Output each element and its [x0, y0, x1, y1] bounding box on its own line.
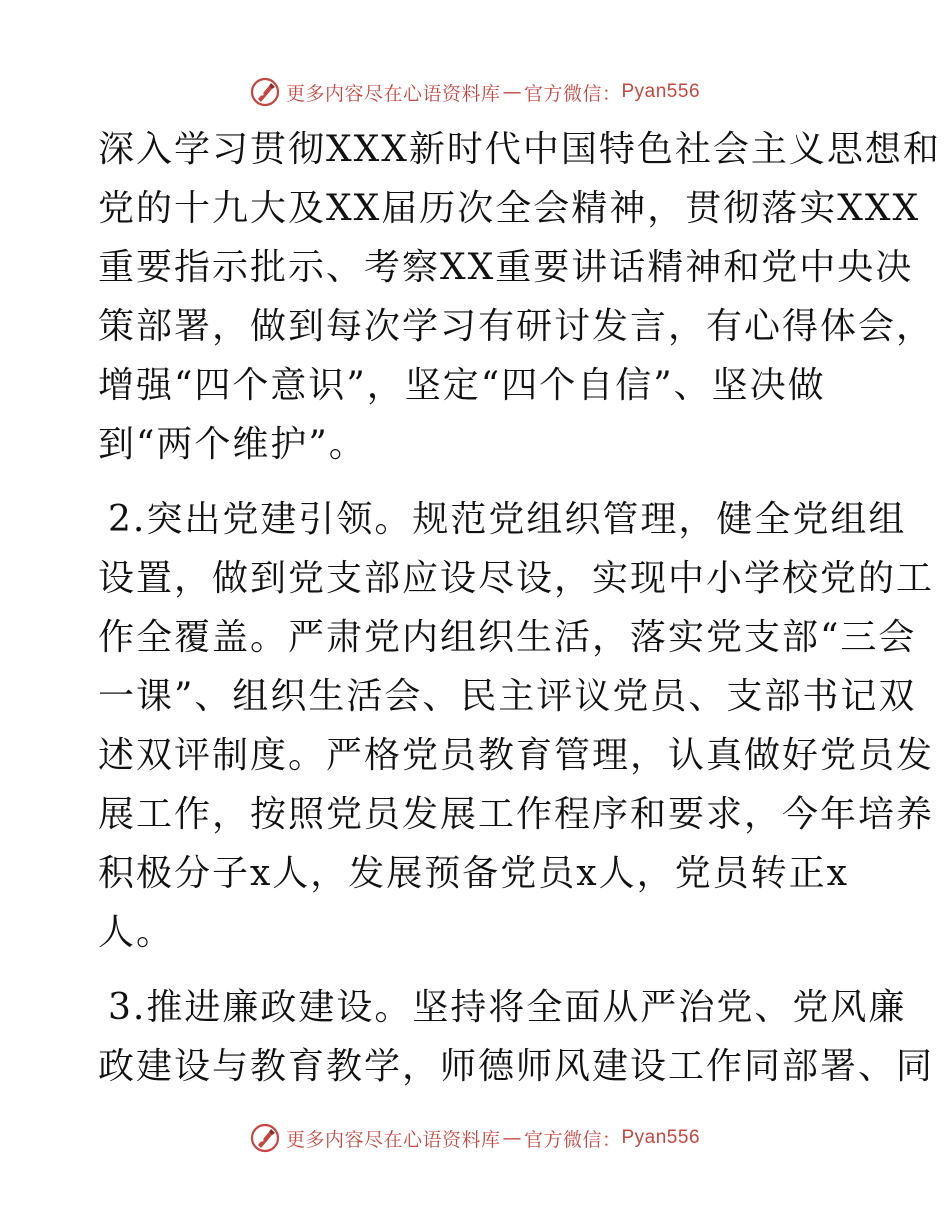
paragraph-1: [98, 120, 941, 474]
text-line: 重要指示批示、考察XX重要讲话精神和党中央决: [98, 247, 914, 288]
text-line: 到“两个维护”。: [98, 424, 367, 465]
text-line: 3.推进廉政建设。坚持将全面从严治党、党风廉: [108, 987, 907, 1028]
watermark-separator: —: [502, 81, 522, 103]
text-line: 展工作，按照党员发展工作程序和要求，今年培养: [98, 794, 935, 835]
footer-watermark: [0, 1118, 950, 1158]
text-line: 增强“四个意识”，坚定“四个自信”、坚决做: [98, 365, 826, 406]
text-line: 述双评制度。严格党员教育管理，认真做好党员发: [98, 735, 935, 776]
text-line: 一课”、组织生活会、民主评议党员、支部书记双: [98, 676, 917, 717]
watermark-site-text: 更多内容尽在心语资料库: [285, 1128, 501, 1151]
body-text: [98, 120, 941, 1096]
header-watermark: [0, 72, 950, 112]
text-line: 设置，做到党支部应设尽设，实现中小学校党的工: [98, 558, 935, 599]
text-line: 2.突出党建引领。规范党组织管理，健全党组组: [108, 499, 907, 540]
text-line: 政建设与教育教学，师德师风建设工作同部署、同: [98, 1046, 935, 1087]
watermark-wechat-id: Pyan556: [621, 81, 701, 102]
pen-logo-icon: [250, 1123, 280, 1153]
paragraph-2: [98, 490, 935, 962]
paragraph-3: [98, 978, 935, 1096]
text-line: 人。: [98, 912, 175, 953]
pen-logo-icon: [250, 77, 280, 107]
watermark-separator: —: [502, 1127, 522, 1149]
watermark-site-text: 更多内容尽在心语资料库: [285, 82, 501, 105]
text-line: 策部署，做到每次学习有研讨发言，有心得体会，: [98, 306, 935, 347]
watermark-wechat-id: Pyan556: [621, 1127, 701, 1148]
watermark-wechat-label: 官方微信：: [523, 82, 622, 105]
text-line: 作全覆盖。严肃党内组织生活，落实党支部“三会: [98, 617, 917, 658]
text-line: 积极分子x人，发展预备党员x人，党员转正x: [98, 853, 849, 894]
text-line: 党的十九大及XX届历次全会精神，贯彻落实XXX: [98, 188, 921, 229]
watermark-wechat-label: 官方微信：: [523, 1128, 622, 1151]
text-line: 深入学习贯彻XXX新时代中国特色社会主义思想和: [98, 129, 941, 170]
